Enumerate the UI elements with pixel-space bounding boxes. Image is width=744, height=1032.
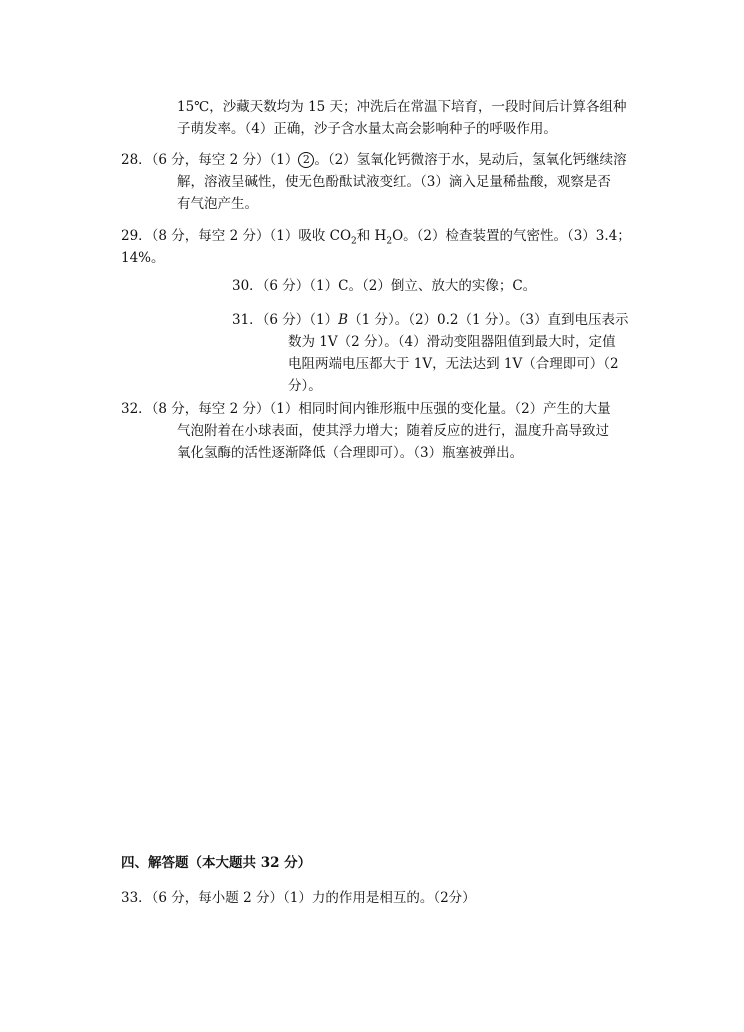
circled-number: 2 (298, 152, 314, 168)
text-line: 15℃，沙藏天数均为 15 天；冲洗后在常温下培育，一段时间后计算各组种 (177, 99, 627, 115)
text-line: 30．（6 分）（1）C。（2）倒立、放大的实像；C。 (232, 278, 537, 294)
answer-32 (121, 398, 611, 464)
text-line (121, 149, 627, 171)
answer-27-continuation (177, 96, 627, 140)
answer-30 (232, 275, 536, 297)
text-line: 氧化氢酶的活性逐渐降低（合理即可）。（3）瓶塞被弹出。 (177, 445, 524, 461)
text-segment: （1 分）。（2）0.2（1 分）。（3）直到电压表示 (348, 312, 629, 328)
text-segment: 31．（6 分）（1） (232, 312, 339, 328)
answer-29 (121, 225, 631, 269)
text-line: 气泡附着在小球表面，使其浮力增大；随着反应的进行，温度升高导致过 (177, 423, 609, 439)
answer-33 (121, 887, 476, 909)
text-segment: O。（2）检查装置的气密性。（3）3.4； (392, 228, 631, 244)
text-segment: 。（2）氢氧化钙微溶于水，晃动后，氢氧化钙继续溶 (314, 152, 627, 168)
text-line: 解，溶液呈碱性，使无色酚酞试液变红。（3）滴入足量稀盐酸，观察是否 (177, 174, 611, 190)
text-line: 33．（6 分，每小题 2 分）（1）力的作用是相互的。（2分） (121, 890, 476, 906)
text-line: 数为 1V（2 分）。（4）滑动变阻器阻值到最大时，定值 (288, 334, 616, 350)
answer-31 (232, 309, 629, 397)
text-line: 子萌发率。（4）正确，沙子含水量太高会影响种子的呼吸作用。 (177, 121, 557, 137)
subscript: 2 (386, 236, 393, 247)
text-segment: 和 H (356, 228, 387, 244)
subscript: 2 (351, 236, 357, 247)
text-segment: 28．（6 分，每空 2 分）（1） (121, 152, 299, 168)
text-line (232, 309, 629, 331)
italic-letter: B (338, 312, 349, 328)
text-line: 分）。 (288, 378, 322, 394)
text-segment: 29．（8 分，每空 2 分）（1）吸收 CO (121, 228, 352, 244)
text-line: 电阻两端电压都大于 1V，无法达到 1V（合理即可）（2 (288, 356, 619, 372)
section-heading: 四、解答题（本大题共 32 分） (121, 855, 312, 871)
text-line: 14%。 (121, 250, 165, 266)
answer-28 (121, 149, 627, 215)
text-line (121, 225, 631, 247)
text-line: 有气泡产生。 (177, 196, 258, 212)
text-line: 32．（8 分，每空 2 分）（1）相同时间内锥形瓶中压强的变化量。（2）产生的大量 (121, 401, 611, 417)
